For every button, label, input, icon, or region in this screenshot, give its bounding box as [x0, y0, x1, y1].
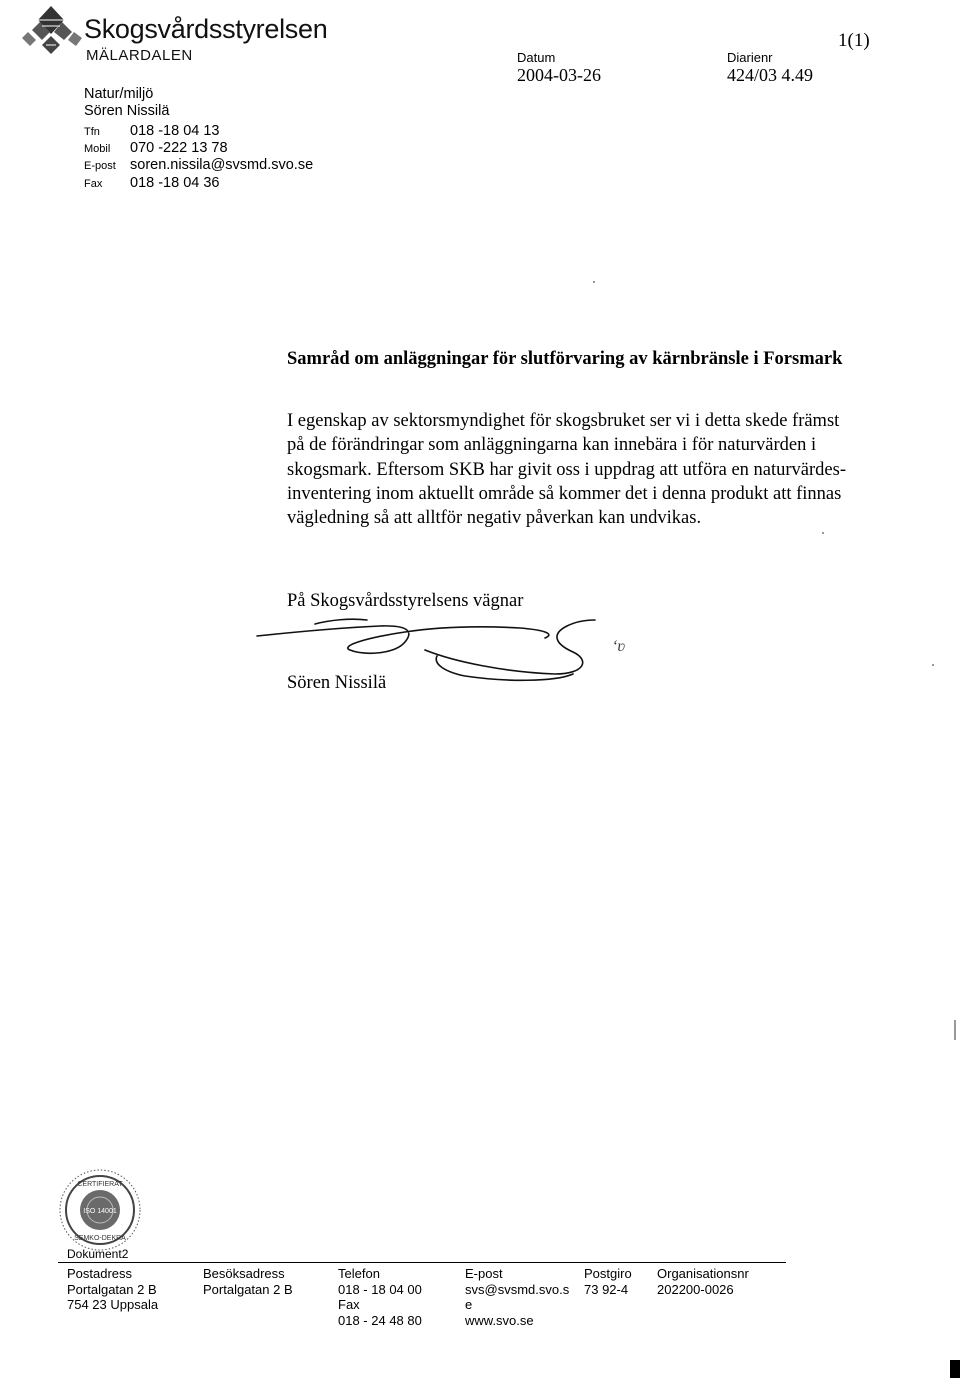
scan-speck — [822, 532, 824, 534]
forest-logo-icon — [16, 4, 86, 60]
footer-line: Fax — [338, 1297, 360, 1312]
signer-name: Sören Nissilä — [287, 673, 387, 693]
phone-value: 018 -18 04 13 — [130, 123, 220, 139]
scan-edge-mark — [950, 1360, 960, 1378]
body-line: I egenskap av sektorsmyndighet för skogsbruket ser vi i detta skede främst — [287, 411, 840, 431]
body-line: inventering inom aktuellt område så kommer det i denna produkt att finnas — [287, 483, 842, 504]
scan-speck — [954, 1020, 956, 1040]
footer-line: 018 - 24 48 80 — [338, 1312, 422, 1328]
email-value: soren.nissila@svsmd.svo.se — [130, 157, 314, 173]
footer-line: 73 92-4 — [584, 1281, 629, 1297]
phone-row — [84, 123, 220, 139]
footer-line: 754 23 Uppsala — [67, 1297, 159, 1312]
body-line: på de förändringar som anläggningarna kan innebära i för naturvärden i — [287, 435, 817, 456]
footer-label: Telefon — [338, 1266, 380, 1281]
footer-line: svs@svsmd.svo.s — [465, 1281, 570, 1297]
footer-email — [465, 1266, 569, 1328]
organization-region: MÄLARDALEN — [86, 47, 193, 64]
fax-row — [84, 175, 220, 191]
svg-text:CERTIFIERAT: CERTIFIERAT — [77, 1181, 123, 1188]
mobile-label: Mobil — [84, 143, 111, 155]
certification-seal-icon — [58, 1168, 142, 1252]
mobile-row — [84, 140, 228, 156]
mobile-value: 070 -222 13 78 — [130, 140, 228, 156]
footer-divider — [58, 1262, 786, 1263]
footer-label: Postadress — [67, 1266, 133, 1281]
footer-label: E-post — [465, 1266, 503, 1281]
letter-body — [287, 409, 907, 530]
organization-name: Skogsvårdsstyrelsen — [84, 14, 328, 44]
svg-text:ISO 14001: ISO 14001 — [83, 1208, 117, 1215]
footer-postgiro — [584, 1266, 632, 1297]
sender-name: Sören Nissilä — [84, 103, 170, 119]
footer-label: Besöksadress — [203, 1266, 285, 1281]
reference-number: 424/03 4.49 — [727, 65, 814, 85]
body-line: vägledning så att alltför negativ påverkan kan undvikas. — [287, 508, 702, 529]
scan-speck — [593, 281, 595, 283]
footer-line: Portalgatan 2 B — [67, 1281, 157, 1297]
date-label: Datum — [517, 50, 556, 65]
footer-line: www.svo.se — [465, 1312, 534, 1328]
footer-line: e — [465, 1297, 473, 1312]
footer-line: 202200-0026 — [657, 1281, 734, 1297]
department: Natur/miljö — [84, 86, 154, 102]
footer-postal-address — [67, 1266, 158, 1313]
signature-mark: ʻʋ — [612, 638, 626, 655]
footer-line: 018 - 18 04 00 — [338, 1281, 422, 1297]
fax-label: Fax — [84, 178, 103, 190]
signoff: På Skogsvårdsstyrelsens vägnar — [287, 591, 524, 611]
letter-subject: Samråd om anläggningar för slutförvaring av kärnbränsle i Forsmark — [287, 349, 843, 369]
reference-label: Diarienr — [727, 50, 773, 65]
date-value: 2004-03-26 — [517, 65, 601, 85]
footer-org-number — [657, 1266, 749, 1297]
footer-label: Organisationsnr — [657, 1266, 749, 1281]
footer-telephone — [338, 1266, 422, 1328]
document-name: Dokument2 — [67, 1247, 129, 1261]
footer-line: Portalgatan 2 B — [203, 1281, 293, 1297]
email-row — [84, 157, 313, 173]
body-line: skogsmark. Eftersom SKB har givit oss i uppdrag att utföra en naturvärdes- — [287, 459, 846, 480]
scan-speck — [932, 664, 934, 666]
footer-visiting-address — [203, 1266, 293, 1297]
phone-label: Tfn — [84, 126, 100, 138]
email-label: E-post — [84, 160, 116, 172]
footer-label: Postgiro — [584, 1266, 632, 1281]
page-number: 1(1) — [838, 30, 870, 51]
fax-value: 018 -18 04 36 — [130, 175, 220, 191]
svg-text:SEMKO-DEKRA: SEMKO-DEKRA — [74, 1235, 126, 1242]
